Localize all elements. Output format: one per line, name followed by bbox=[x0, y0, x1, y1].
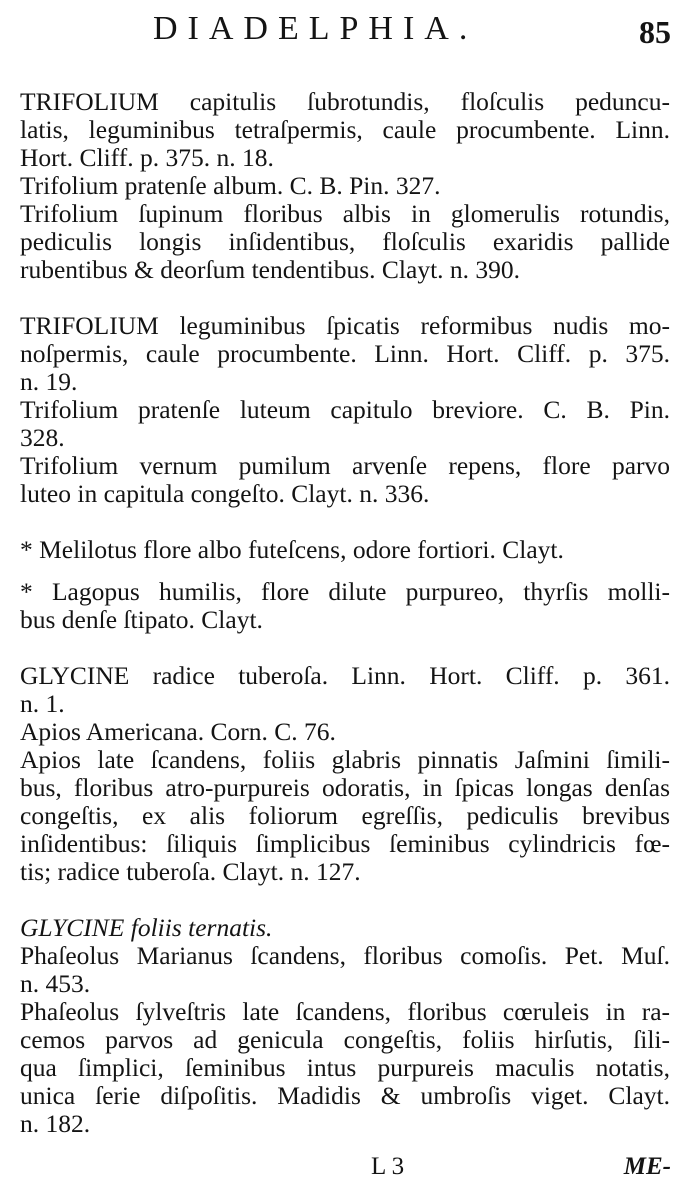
text-line: GLYCINE foliis ternatis. bbox=[20, 913, 273, 942]
text-line: bus denſe ſtipato. Clayt. bbox=[20, 605, 263, 634]
text-line: Hort. Cliff. p. 375. n. 18. bbox=[20, 143, 274, 172]
text-line: rubentibus & deorſum tendentibus. Clayt. n. 390. bbox=[20, 255, 521, 284]
page-number: 85 bbox=[639, 14, 671, 50]
text-line: pediculis longis inſidentibus, floſculis exaridis pallide bbox=[20, 227, 670, 256]
text-line: * Melilotus flore albo futeſcens, odore fortiori. Clayt. bbox=[20, 535, 564, 564]
text-line: cemos parvos ad genicula congeſtis, foliis hirſutis, ſili- bbox=[20, 1025, 670, 1054]
text-line: 328. bbox=[20, 423, 65, 452]
text-line: tis; radice tuberoſa. Clayt. n. 127. bbox=[20, 857, 361, 886]
melilotus-entry bbox=[20, 536, 670, 564]
text-line: n. 1. bbox=[20, 689, 65, 718]
text-line: Trifolium pratenſe album. C. B. Pin. 327. bbox=[20, 171, 441, 200]
trifolium-entry-1 bbox=[20, 88, 670, 284]
running-title: DIADELPHIA. bbox=[153, 10, 478, 47]
text-line: GLYCINE radice tuberoſa. Linn. Hort. Cliff. p. 361. bbox=[20, 661, 670, 690]
text-line: TRIFOLIUM leguminibus ſpicatis reformibus nudis mo- bbox=[20, 311, 670, 340]
glycine-entry-1 bbox=[20, 662, 670, 886]
text-line: luteo in capitula congeſto. Clayt. n. 336. bbox=[20, 479, 430, 508]
text-line: n. 453. bbox=[20, 969, 91, 998]
page-footer bbox=[0, 1153, 691, 1189]
signature-mark: L 3 bbox=[371, 1153, 405, 1180]
text-line: bus, floribus atro-purpureis odoratis, in ſpicas longas denſas bbox=[20, 773, 670, 802]
text-line: congeſtis, ex alis foliorum egreſſis, pediculis brevibus bbox=[20, 801, 670, 830]
text-line: TRIFOLIUM capitulis ſubrotundis, floſculis peduncu- bbox=[20, 87, 670, 116]
text-line: noſpermis, caule procumbente. Linn. Hort. Cliff. p. 375. bbox=[20, 339, 670, 368]
text-line: Trifolium vernum pumilum arvenſe repens, flore parvo bbox=[20, 451, 670, 480]
text-line: Trifolium ſupinum floribus albis in glomerulis rotundis, bbox=[20, 199, 670, 228]
text-line: n. 182. bbox=[20, 1109, 91, 1138]
trifolium-entry-2 bbox=[20, 312, 670, 508]
text-line: inſidentibus: ſiliquis ſimplicibus ſeminibus cylindricis fœ- bbox=[20, 829, 670, 858]
glycine-entry-2 bbox=[20, 914, 670, 1138]
text-line: n. 19. bbox=[20, 367, 78, 396]
text-line: latis, leguminibus tetraſpermis, caule procumbente. Linn. bbox=[20, 115, 670, 144]
page-body bbox=[20, 88, 670, 1138]
text-line: Phaſeolus ſylveſtris late ſcandens, floribus cœruleis in ra- bbox=[20, 997, 670, 1026]
catchword: ME- bbox=[623, 1153, 671, 1180]
text-line: Trifolium pratenſe luteum capitulo breviore. C. B. Pin. bbox=[20, 395, 670, 424]
page-header bbox=[0, 10, 691, 50]
text-line: * Lagopus humilis, flore dilute purpureo, thyrſis molli- bbox=[20, 577, 670, 606]
text-line: qua ſimplici, ſeminibus intus purpureis maculis notatis, bbox=[20, 1053, 670, 1082]
text-line: Apios late ſcandens, foliis glabris pinnatis Jaſmini ſimili- bbox=[20, 745, 670, 774]
text-line: Apios Americana. Corn. C. 76. bbox=[20, 717, 336, 746]
lagopus-entry bbox=[20, 578, 670, 634]
text-line: Phaſeolus Marianus ſcandens, floribus comoſis. Pet. Muſ. bbox=[20, 941, 670, 970]
text-line: unica ſerie diſpoſitis. Madidis & umbroſis viget. Clayt. bbox=[20, 1081, 670, 1110]
